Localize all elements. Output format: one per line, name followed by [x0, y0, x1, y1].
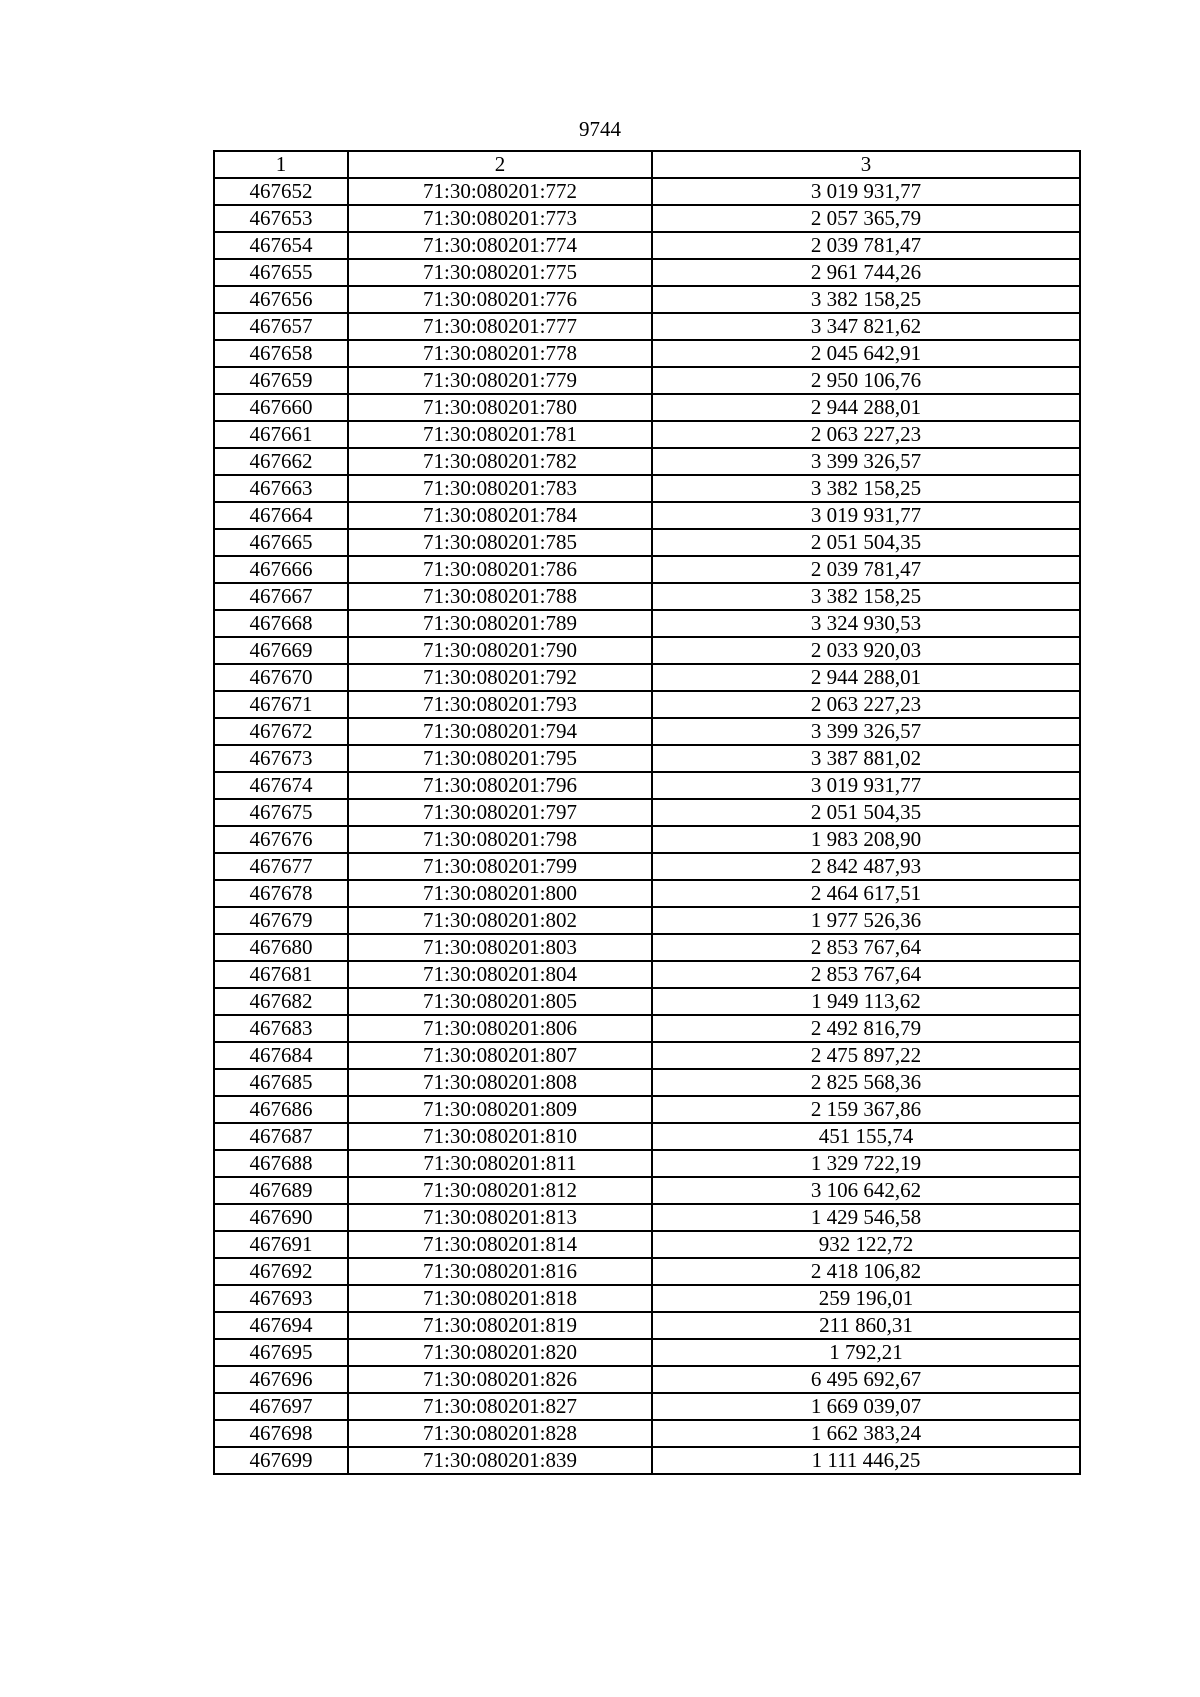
- table-row: [214, 394, 1080, 421]
- row-number-cell: 467692: [214, 1258, 348, 1285]
- row-number-cell: 467669: [214, 637, 348, 664]
- cadastral-number-cell: 71:30:080201:826: [348, 1366, 652, 1393]
- value-cell: 3 382 158,25: [652, 286, 1080, 313]
- table-row: [214, 1015, 1080, 1042]
- table-row: [214, 664, 1080, 691]
- row-number-cell: 467699: [214, 1447, 348, 1474]
- row-number-cell: 467690: [214, 1204, 348, 1231]
- table-row: [214, 934, 1080, 961]
- table-row: [214, 1204, 1080, 1231]
- row-number-cell: 467659: [214, 367, 348, 394]
- value-cell: 2 950 106,76: [652, 367, 1080, 394]
- row-number-cell: 467656: [214, 286, 348, 313]
- value-cell: 2 853 767,64: [652, 934, 1080, 961]
- row-number-cell: 467685: [214, 1069, 348, 1096]
- cadastral-number-cell: 71:30:080201:793: [348, 691, 652, 718]
- row-number-cell: 467660: [214, 394, 348, 421]
- value-cell: 1 983 208,90: [652, 826, 1080, 853]
- cadastral-number-cell: 71:30:080201:790: [348, 637, 652, 664]
- cadastral-number-cell: 71:30:080201:813: [348, 1204, 652, 1231]
- table-row: [214, 907, 1080, 934]
- cadastral-number-cell: 71:30:080201:805: [348, 988, 652, 1015]
- value-cell: 2 045 642,91: [652, 340, 1080, 367]
- row-number-cell: 467666: [214, 556, 348, 583]
- table-body: [214, 178, 1080, 1474]
- value-cell: 1 792,21: [652, 1339, 1080, 1366]
- cadastral-number-cell: 71:30:080201:814: [348, 1231, 652, 1258]
- table-row: [214, 1366, 1080, 1393]
- cadastral-number-cell: 71:30:080201:819: [348, 1312, 652, 1339]
- cadastral-number-cell: 71:30:080201:773: [348, 205, 652, 232]
- value-cell: 3 382 158,25: [652, 475, 1080, 502]
- table-row: [214, 367, 1080, 394]
- table-row: [214, 529, 1080, 556]
- table-row: [214, 1150, 1080, 1177]
- value-cell: 2 039 781,47: [652, 556, 1080, 583]
- table-row: [214, 232, 1080, 259]
- value-cell: 3 106 642,62: [652, 1177, 1080, 1204]
- row-number-cell: 467671: [214, 691, 348, 718]
- cadastral-number-cell: 71:30:080201:774: [348, 232, 652, 259]
- value-cell: 932 122,72: [652, 1231, 1080, 1258]
- value-cell: 2 051 504,35: [652, 799, 1080, 826]
- table-row: [214, 502, 1080, 529]
- row-number-cell: 467680: [214, 934, 348, 961]
- value-cell: 2 944 288,01: [652, 664, 1080, 691]
- cadastral-number-cell: 71:30:080201:811: [348, 1150, 652, 1177]
- value-cell: 2 944 288,01: [652, 394, 1080, 421]
- row-number-cell: 467657: [214, 313, 348, 340]
- table-row: [214, 1123, 1080, 1150]
- table-row: [214, 1096, 1080, 1123]
- table-row: [214, 637, 1080, 664]
- row-number-cell: 467697: [214, 1393, 348, 1420]
- table-row: [214, 448, 1080, 475]
- table-row: [214, 421, 1080, 448]
- value-cell: 451 155,74: [652, 1123, 1080, 1150]
- value-cell: 2 063 227,23: [652, 691, 1080, 718]
- table-row: [214, 880, 1080, 907]
- row-number-cell: 467689: [214, 1177, 348, 1204]
- value-cell: 2 051 504,35: [652, 529, 1080, 556]
- cadastral-number-cell: 71:30:080201:812: [348, 1177, 652, 1204]
- table-row: [214, 259, 1080, 286]
- value-cell: 1 111 446,25: [652, 1447, 1080, 1474]
- row-number-cell: 467677: [214, 853, 348, 880]
- table-row: [214, 556, 1080, 583]
- value-cell: 2 033 920,03: [652, 637, 1080, 664]
- row-number-cell: 467694: [214, 1312, 348, 1339]
- table-row: [214, 1258, 1080, 1285]
- table-row: [214, 853, 1080, 880]
- value-cell: 3 347 821,62: [652, 313, 1080, 340]
- cadastral-number-cell: 71:30:080201:804: [348, 961, 652, 988]
- table-row: [214, 340, 1080, 367]
- row-number-cell: 467682: [214, 988, 348, 1015]
- cadastral-number-cell: 71:30:080201:797: [348, 799, 652, 826]
- value-cell: 211 860,31: [652, 1312, 1080, 1339]
- value-cell: 2 475 897,22: [652, 1042, 1080, 1069]
- value-cell: 3 382 158,25: [652, 583, 1080, 610]
- row-number-cell: 467681: [214, 961, 348, 988]
- table-row: [214, 583, 1080, 610]
- cadastral-number-cell: 71:30:080201:779: [348, 367, 652, 394]
- value-cell: 1 669 039,07: [652, 1393, 1080, 1420]
- value-cell: 2 825 568,36: [652, 1069, 1080, 1096]
- row-number-cell: 467654: [214, 232, 348, 259]
- page-number: 9744: [579, 117, 621, 141]
- table-row: [214, 961, 1080, 988]
- column-header-2: 2: [348, 151, 652, 178]
- table-row: [214, 205, 1080, 232]
- row-number-cell: 467698: [214, 1420, 348, 1447]
- table-row: [214, 1177, 1080, 1204]
- table-row: [214, 1339, 1080, 1366]
- cadastral-number-cell: 71:30:080201:808: [348, 1069, 652, 1096]
- table-row: [214, 1042, 1080, 1069]
- value-cell: 2 842 487,93: [652, 853, 1080, 880]
- table-row: [214, 475, 1080, 502]
- cadastral-number-cell: 71:30:080201:818: [348, 1285, 652, 1312]
- table-row: [214, 772, 1080, 799]
- cadastral-number-cell: 71:30:080201:802: [348, 907, 652, 934]
- row-number-cell: 467668: [214, 610, 348, 637]
- row-number-cell: 467667: [214, 583, 348, 610]
- cadastral-number-cell: 71:30:080201:828: [348, 1420, 652, 1447]
- value-cell: 2 464 617,51: [652, 880, 1080, 907]
- data-table: [213, 150, 1081, 1475]
- row-number-cell: 467670: [214, 664, 348, 691]
- cadastral-number-cell: 71:30:080201:798: [348, 826, 652, 853]
- value-cell: 2 057 365,79: [652, 205, 1080, 232]
- cadastral-number-cell: 71:30:080201:782: [348, 448, 652, 475]
- cadastral-number-cell: 71:30:080201:839: [348, 1447, 652, 1474]
- value-cell: 1 329 722,19: [652, 1150, 1080, 1177]
- value-cell: 1 662 383,24: [652, 1420, 1080, 1447]
- table-row: [214, 745, 1080, 772]
- value-cell: 2 063 227,23: [652, 421, 1080, 448]
- cadastral-number-cell: 71:30:080201:806: [348, 1015, 652, 1042]
- cadastral-number-cell: 71:30:080201:803: [348, 934, 652, 961]
- value-cell: 3 399 326,57: [652, 718, 1080, 745]
- value-cell: 2 961 744,26: [652, 259, 1080, 286]
- table-row: [214, 1447, 1080, 1474]
- table-row: [214, 1312, 1080, 1339]
- row-number-cell: 467691: [214, 1231, 348, 1258]
- table-row: [214, 988, 1080, 1015]
- table-row: [214, 1231, 1080, 1258]
- value-cell: 3 387 881,02: [652, 745, 1080, 772]
- table-row: [214, 799, 1080, 826]
- table-row: [214, 826, 1080, 853]
- cadastral-number-cell: 71:30:080201:796: [348, 772, 652, 799]
- value-cell: 1 977 526,36: [652, 907, 1080, 934]
- cadastral-number-cell: 71:30:080201:827: [348, 1393, 652, 1420]
- table-row: [214, 1393, 1080, 1420]
- row-number-cell: 467663: [214, 475, 348, 502]
- cadastral-number-cell: 71:30:080201:809: [348, 1096, 652, 1123]
- cadastral-number-cell: 71:30:080201:820: [348, 1339, 652, 1366]
- cadastral-number-cell: 71:30:080201:777: [348, 313, 652, 340]
- cadastral-number-cell: 71:30:080201:781: [348, 421, 652, 448]
- column-header-1: 1: [214, 151, 348, 178]
- row-number-cell: 467676: [214, 826, 348, 853]
- cadastral-number-cell: 71:30:080201:794: [348, 718, 652, 745]
- table-row: [214, 610, 1080, 637]
- cadastral-number-cell: 71:30:080201:800: [348, 880, 652, 907]
- cadastral-number-cell: 71:30:080201:789: [348, 610, 652, 637]
- value-cell: 1 429 546,58: [652, 1204, 1080, 1231]
- cadastral-number-cell: 71:30:080201:792: [348, 664, 652, 691]
- row-number-cell: 467684: [214, 1042, 348, 1069]
- table-row: [214, 718, 1080, 745]
- row-number-cell: 467696: [214, 1366, 348, 1393]
- value-cell: 3 324 930,53: [652, 610, 1080, 637]
- value-cell: 3 019 931,77: [652, 502, 1080, 529]
- value-cell: 2 853 767,64: [652, 961, 1080, 988]
- row-number-cell: 467675: [214, 799, 348, 826]
- row-number-cell: 467686: [214, 1096, 348, 1123]
- row-number-cell: 467661: [214, 421, 348, 448]
- cadastral-number-cell: 71:30:080201:807: [348, 1042, 652, 1069]
- cadastral-number-cell: 71:30:080201:776: [348, 286, 652, 313]
- row-number-cell: 467658: [214, 340, 348, 367]
- cadastral-number-cell: 71:30:080201:780: [348, 394, 652, 421]
- table-row: [214, 1285, 1080, 1312]
- table-row: [214, 178, 1080, 205]
- table-row: [214, 1069, 1080, 1096]
- row-number-cell: 467653: [214, 205, 348, 232]
- value-cell: 2 159 367,86: [652, 1096, 1080, 1123]
- row-number-cell: 467683: [214, 1015, 348, 1042]
- row-number-cell: 467652: [214, 178, 348, 205]
- row-number-cell: 467655: [214, 259, 348, 286]
- row-number-cell: 467688: [214, 1150, 348, 1177]
- row-number-cell: 467662: [214, 448, 348, 475]
- value-cell: 1 949 113,62: [652, 988, 1080, 1015]
- row-number-cell: 467673: [214, 745, 348, 772]
- value-cell: 6 495 692,67: [652, 1366, 1080, 1393]
- value-cell: 259 196,01: [652, 1285, 1080, 1312]
- table-row: [214, 313, 1080, 340]
- row-number-cell: 467695: [214, 1339, 348, 1366]
- row-number-cell: 467664: [214, 502, 348, 529]
- value-cell: 3 399 326,57: [652, 448, 1080, 475]
- column-header-3: 3: [652, 151, 1080, 178]
- row-number-cell: 467665: [214, 529, 348, 556]
- cadastral-number-cell: 71:30:080201:799: [348, 853, 652, 880]
- cadastral-number-cell: 71:30:080201:783: [348, 475, 652, 502]
- cadastral-number-cell: 71:30:080201:772: [348, 178, 652, 205]
- row-number-cell: 467679: [214, 907, 348, 934]
- row-number-cell: 467674: [214, 772, 348, 799]
- cadastral-number-cell: 71:30:080201:785: [348, 529, 652, 556]
- value-cell: 2 492 816,79: [652, 1015, 1080, 1042]
- cadastral-number-cell: 71:30:080201:810: [348, 1123, 652, 1150]
- table-row: [214, 1420, 1080, 1447]
- row-number-cell: 467693: [214, 1285, 348, 1312]
- table-row: [214, 286, 1080, 313]
- value-cell: 3 019 931,77: [652, 178, 1080, 205]
- row-number-cell: 467687: [214, 1123, 348, 1150]
- cadastral-number-cell: 71:30:080201:784: [348, 502, 652, 529]
- table-row: [214, 691, 1080, 718]
- cadastral-number-cell: 71:30:080201:775: [348, 259, 652, 286]
- table-header-row: [214, 151, 1080, 178]
- value-cell: 3 019 931,77: [652, 772, 1080, 799]
- row-number-cell: 467678: [214, 880, 348, 907]
- value-cell: 2 039 781,47: [652, 232, 1080, 259]
- cadastral-number-cell: 71:30:080201:778: [348, 340, 652, 367]
- cadastral-number-cell: 71:30:080201:816: [348, 1258, 652, 1285]
- value-cell: 2 418 106,82: [652, 1258, 1080, 1285]
- cadastral-number-cell: 71:30:080201:788: [348, 583, 652, 610]
- row-number-cell: 467672: [214, 718, 348, 745]
- cadastral-number-cell: 71:30:080201:795: [348, 745, 652, 772]
- cadastral-number-cell: 71:30:080201:786: [348, 556, 652, 583]
